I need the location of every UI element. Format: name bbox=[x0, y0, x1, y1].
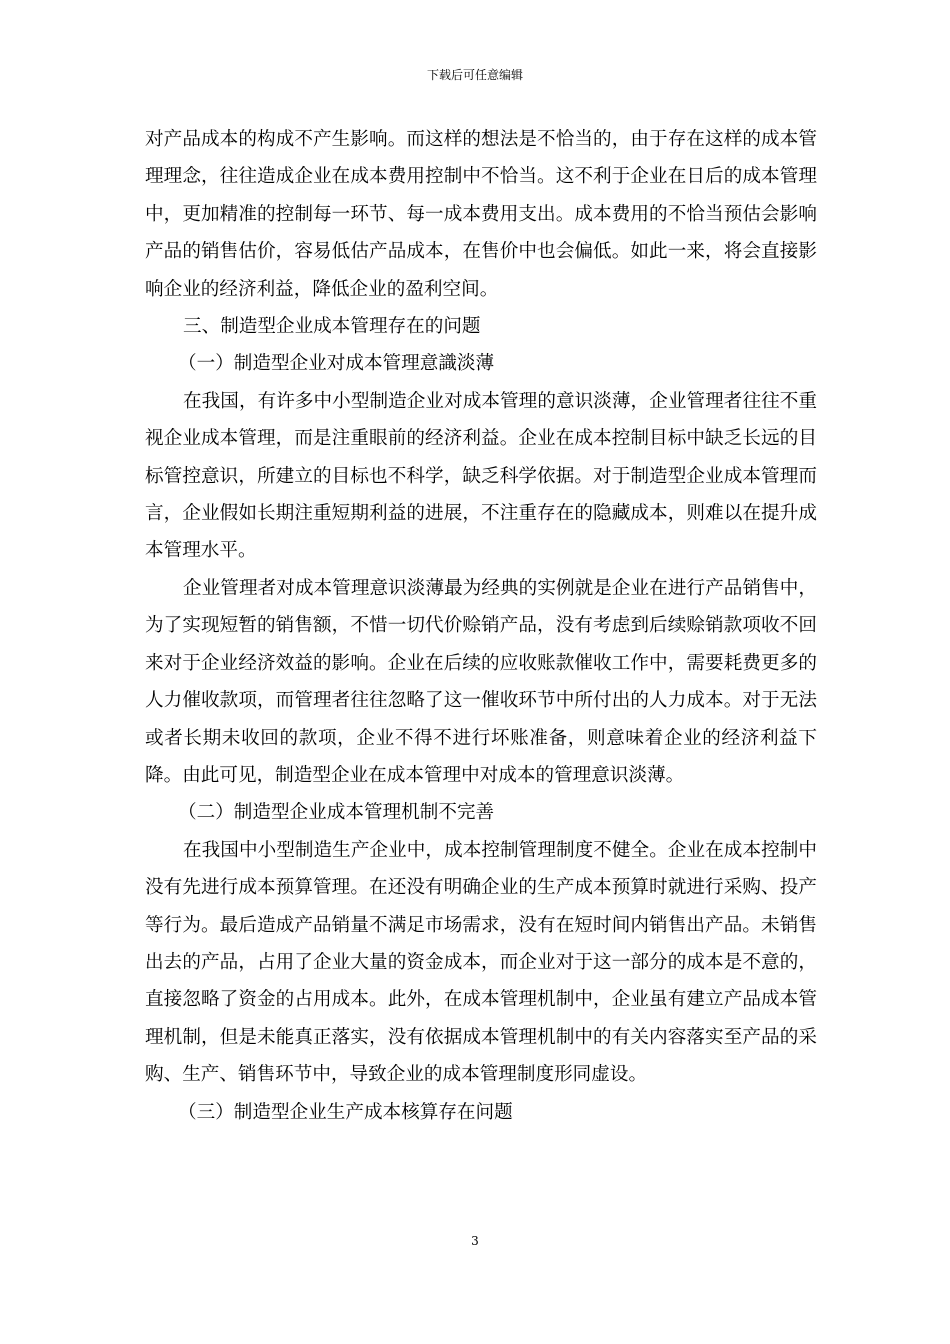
subheading-1: （一）制造型企业对成本管理意識淡薄 bbox=[178, 353, 495, 375]
document-body bbox=[145, 121, 817, 1131]
paragraph-continued: 对产品成本的构成不产生影响。而这样的想法是不恰当的，由于存在这样的成本管理理念，往往造成企业在成本费用控制中不恰当。这不利于企业在日后的成本管理中，更加精准的控制每一环节、每一成本费用支出。成本费用的不恰当预估会影响产品的销售估价，容易低估产品成本，在售价中也会偏低。如此一来，将会直接影响企业的经济利益，降低企业的盈利空间。 bbox=[145, 129, 817, 300]
subheading-3: （三）制造型企业生产成本核算存在问题 bbox=[178, 1101, 513, 1123]
paragraph-body: 企业管理者对成本管理意识淡薄最为经典的实例就是企业在进行产品销售中，为了实现短暂的销售额，不惜一切代价赊销产品，没有考虑到后续赊销款项收不回来对于企业经济效益的影响。企业在后续的应收账款催收工作中，需要耗费更多的人力催收款项，而管理者往往忽略了这一催收环节中所付出的人力成本。对于无法或者长期未收回的款项，企业不得不进行坏账准备，则意味着企业的经济利益下降。由此可见，制造型企业在成本管理中对成本的管理意识淡薄。 bbox=[145, 577, 817, 786]
section-heading: 三、制造型企业成本管理存在的问题 bbox=[183, 316, 481, 338]
subheading-2: （二）制造型企业成本管理机制不完善 bbox=[178, 802, 495, 824]
page-number: 3 bbox=[471, 1234, 479, 1248]
paragraph-body: 在我国中小型制造生产企业中，成本控制管理制度不健全。企业在成本控制中没有先进行成本预算管理。在还没有明确企业的生产成本预算时就进行采购、投产等行为。最后造成产品销量不满足市场需求，没有在短时间内销售出产品。未销售出去的产品，占用了企业大量的资金成本，而企业对于这一部分的成本是不意的，直接忽略了资金的占用成本。此外，在成本管理机制中，企业虽有建立产品成本管理机制，但是未能真正落实，没有依据成本管理机制中的有关内容落实至产品的采购、生产、销售环节中，导致企业的成本管理制度形同虚设。 bbox=[145, 839, 817, 1086]
page-header: 下载后可任意编辑 bbox=[426, 68, 523, 82]
paragraph-body: 在我国，有许多中小型制造企业对成本管理的意识淡薄，企业管理者往往不重视企业成本管理，而是注重眼前的经济利益。企业在成本控制目标中缺乏长远的目标管控意识，所建立的目标也不科学，缺乏科学依据。对于制造型企业成本管理而言，企业假如长期注重短期利益的进展，不注重存在的隐藏成本，则难以在提升成本管理水平。 bbox=[145, 390, 817, 562]
